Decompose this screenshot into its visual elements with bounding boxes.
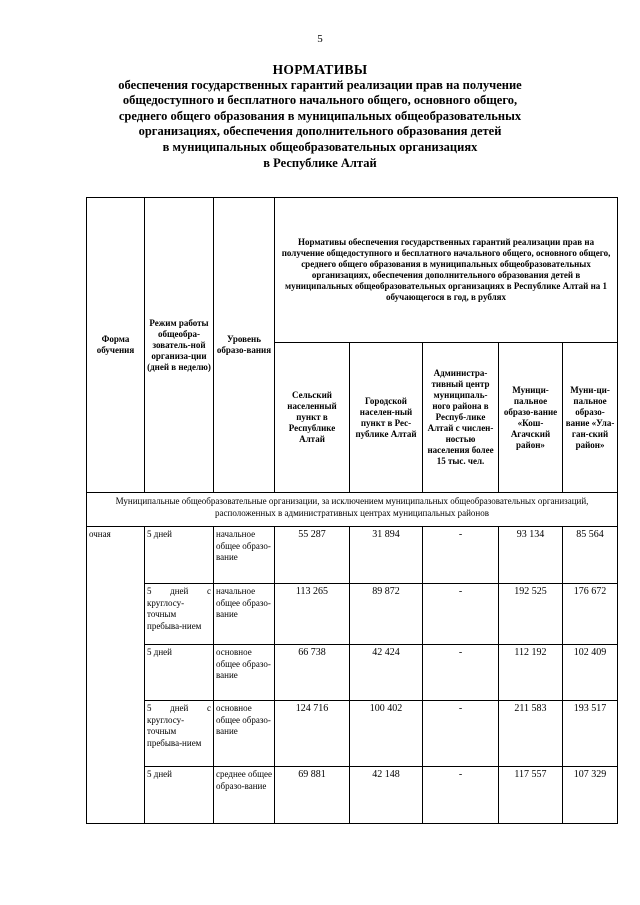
title-line: обеспечения государственных гарантий реализации прав на получение	[118, 77, 522, 92]
value-cell: -	[423, 645, 499, 701]
level-cell: начальное общее образо-вание	[214, 527, 275, 584]
value-cell: 66 738	[275, 645, 350, 701]
header-form: Форма обучения	[87, 198, 145, 493]
value-cell: 42 424	[350, 645, 423, 701]
title-line: общедоступного и бесплатного начального общего, основного общего,	[122, 93, 518, 108]
value-cell: 107 329	[563, 767, 618, 824]
mode-cell: 5 дней	[145, 645, 214, 701]
header-kosh-agach: Муници-пальное образо-вание «Кош-Агачский район»	[499, 343, 563, 493]
header-urban: Городской населен-ный пункт в Рес-публике Алтай	[350, 343, 423, 493]
value-cell: 124 716	[275, 701, 350, 767]
value-cell: 100 402	[350, 701, 423, 767]
value-cell: 193 517	[563, 701, 618, 767]
header-rural: Сельский населенный пункт в Республике Алтай	[275, 343, 350, 493]
value-cell: -	[423, 701, 499, 767]
value-cell: 102 409	[563, 645, 618, 701]
header-mode: Режим работы общеобра-зователь-ной организа-ции (дней в неделю)	[145, 198, 214, 493]
mode-cell: 5 дней	[145, 527, 214, 584]
table-row	[87, 527, 618, 584]
level-cell: основное общее образо-вание	[214, 701, 275, 767]
value-cell: 112 192	[499, 645, 563, 701]
title-heading: НОРМАТИВЫ	[272, 62, 368, 77]
group-row	[87, 493, 618, 527]
header-admin-center: Администра-тивный центр муниципаль-ного района в Респуб-лике Алтай с числен-ностью населения более 15 тыс. чел.	[423, 343, 499, 493]
value-cell: 42 148	[350, 767, 423, 824]
mode-cell: 5 дней с круглосу-точным пребыва-нием	[145, 701, 214, 767]
value-cell: 69 881	[275, 767, 350, 824]
group-label: Муниципальные общеобразовательные организации, за исключением муниципальных общеобразовательных организаций, расположенных в административных центрах муниципальных районов	[87, 493, 618, 527]
title-line: в Республике Алтай	[263, 155, 377, 170]
value-cell: 55 287	[275, 527, 350, 584]
value-cell: 31 894	[350, 527, 423, 584]
page-number: 5	[317, 33, 323, 45]
level-cell: основное общее образо-вание	[214, 645, 275, 701]
header-ulagan: Муни-ци-пальное образо-вание «Ула-ган-ский район»	[563, 343, 618, 493]
level-cell: начальное общее образо-вание	[214, 584, 275, 645]
value-cell: 93 134	[499, 527, 563, 584]
table-row	[87, 767, 618, 824]
title-line: среднего общего образования в муниципальных общеобразовательных	[118, 108, 522, 123]
form-cell: очная	[87, 527, 145, 824]
title-line: организациях, обеспечения дополнительного образования детей	[138, 124, 502, 139]
header-level: Уровень образо-вания	[214, 198, 275, 493]
table-row	[87, 701, 618, 767]
value-cell: 85 564	[563, 527, 618, 584]
value-cell: 192 525	[499, 584, 563, 645]
header-row	[87, 198, 618, 343]
value-cell: 89 872	[350, 584, 423, 645]
table-row	[87, 645, 618, 701]
document-title	[60, 62, 580, 171]
title-line: в муниципальных общеобразовательных организациях	[162, 139, 478, 154]
value-cell: -	[423, 527, 499, 584]
table-row	[87, 584, 618, 645]
value-cell: 211 583	[499, 701, 563, 767]
mode-cell: 5 дней	[145, 767, 214, 824]
value-cell: 176 672	[563, 584, 618, 645]
norms-table	[86, 197, 618, 824]
value-cell: 113 265	[275, 584, 350, 645]
level-cell: среднее общее образо-вание	[214, 767, 275, 824]
value-cell: 117 557	[499, 767, 563, 824]
mode-cell: 5 дней с круглосу-точным пребыва-нием	[145, 584, 214, 645]
value-cell: -	[423, 767, 499, 824]
header-norms: Нормативы обеспечения государственных гарантий реализации прав на получение общедоступного и бесплатного начального общего, основного общего, среднего общего образования в муниципальных общеобразовательных организациях, обеспечения дополнительного образования детей в муниципальных общеобразовательных организациях в Республике Алтай на 1 обучающегося в год, в рублях	[275, 198, 618, 343]
value-cell: -	[423, 584, 499, 645]
